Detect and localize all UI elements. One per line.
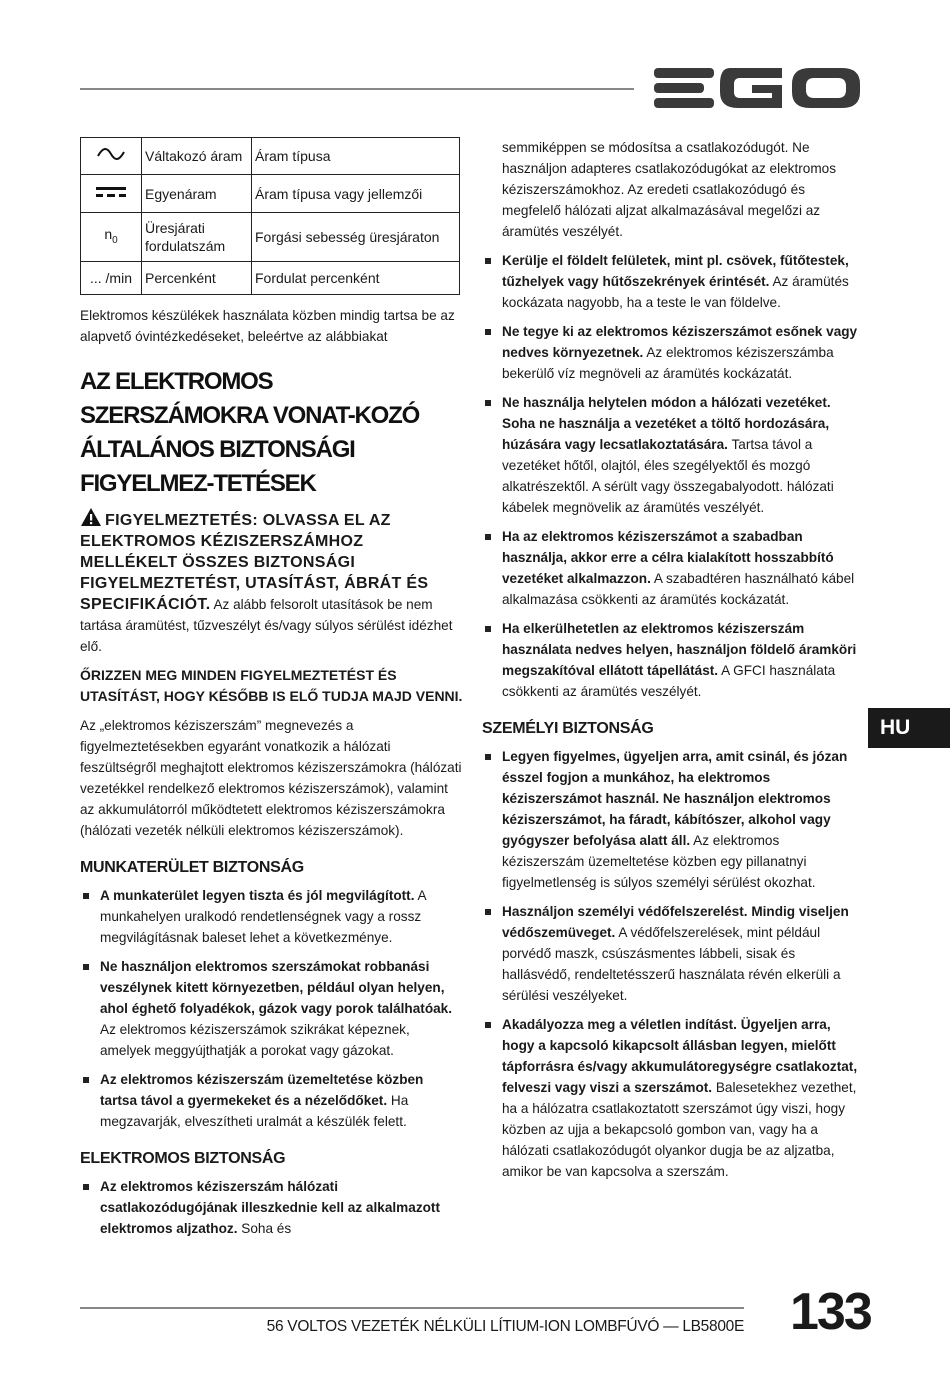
warning-triangle-icon bbox=[80, 507, 102, 527]
list-item: Kerülje el földelt felületek, mint pl. csövek, fűtőtestek, tűzhelyek vagy hűtőszekrények érintését. Az áramütés kockázata nagyobb, ha a teste le van földelve. bbox=[482, 250, 864, 313]
symbol-desc: Áram típusa vagy jellemzői bbox=[252, 175, 460, 213]
warning-text: Az alább felsorolt utasítások be nem tartása áramütést, tűzveszélyt és/vagy súlyos sérülést idézhet elő. bbox=[80, 597, 453, 654]
list-item: Ne tegye ki az elektromos kéziszerszámot esőnek vagy nedves környezetnek. Az elektromos kéziszerszámba bekerülő víz megnöveli az áramütés kockázatát. bbox=[482, 321, 864, 384]
keep-notice: ŐRIZZEN MEG MINDEN FIGYELMEZTETÉST ÉS UTASÍTÁST, HOGY KÉSŐBB IS ELŐ TUDJA MAJD VENNI. bbox=[80, 667, 463, 704]
list-item: Az elektromos kéziszerszám hálózati csatlakozódugójának illeszkednie kell az alkalmazott elektromos aljzathoz. Soha és bbox=[80, 1176, 464, 1239]
electrical-heading: ELEKTROMOS BIZTONSÁG bbox=[80, 1150, 286, 1167]
definition-text: Az „elektromos kéziszerszám” megnevezés a figyelmeztetésekben egyaránt vonatkozik a hálózati feszültségről meghajtott elektromos kéziszerszámokra (hálózati vezetékkel rendelkező elektromos kéziszerszámok), valamint az akkumulátorról működtetett elektromos kéziszerszámokra (hálózati vezeték nélküli elektromos kéziszerszámok). bbox=[80, 718, 462, 838]
dc-current-icon bbox=[81, 175, 142, 213]
work-area-list bbox=[80, 885, 464, 1132]
ac-wave-icon bbox=[81, 138, 142, 175]
symbol-term: Egyenáram bbox=[142, 175, 252, 213]
table-row bbox=[81, 213, 460, 262]
ego-logo bbox=[652, 62, 862, 114]
right-column bbox=[482, 137, 864, 1190]
warning-bold: FIGYELMEZTETÉS: OLVASSA EL AZ ELEKTROMOS KÉZISZERSZÁMHOZ MELLÉKELT ÖSSZES BIZTONSÁGI FIGYELMEZTETÉST, UTASÍTÁST, ÁBRÁT ÉS SPECIFIKÁCIÓT. bbox=[80, 512, 429, 613]
list-item: A munkaterület legyen tiszta és jól megvilágított. A munkahelyen uralkodó rendetlenségnek vagy a rossz megvilágításnak baleset lehet a következménye. bbox=[80, 885, 464, 948]
list-item: Ha az elektromos kéziszerszámot a szabadban használja, akkor erre a célra kialakított hosszabbító vezetéket alkalmazzon. A szabadtéren használható kábel alkalmazása csökkenti az áramütés kockázatát. bbox=[482, 526, 864, 610]
symbol-term: Percenként bbox=[142, 262, 252, 295]
list-item: Akadályozza meg a véletlen indítást. Ügyeljen arra, hogy a kapcsoló kikapcsolt állásban legyen, mielőtt tápforrásra és/vagy akkumulátoregységre csatlakoztat, felveszi vagy viszi a szerszámot. Balesetekhez vezethet, ha a hálózatra csatlakoztatott szerszámot úgy viszi, hogy közben az ujja a bekapcsoló gombon van, vagy ha a hálózati csatlakozódugót olyankor dugja be az aljzatba, amikor be van kapcsolva a szerszám. bbox=[482, 1014, 864, 1182]
header-rule bbox=[80, 88, 634, 90]
list-item: Ne használjon elektromos szerszámokat robbanási veszélynek kitett környezetben, például olyan helyen, ahol éghető folyadékok, gázok vagy porok találhatóak. Az elektromos kéziszerszámok szikrákat képeznek, amelyek meggyújthatják a porokat vagy gázokat. bbox=[80, 956, 464, 1061]
left-column bbox=[80, 137, 464, 1247]
symbol-term: Váltakozó áram bbox=[142, 138, 252, 175]
list-item: Legyen figyelmes, ügyeljen arra, amit csinál, és józan ésszel fogjon a munkához, ha elektromos kéziszerszámot használ. Ne használjon elektromos kéziszerszámot, ha fáradt, kábítószer, alkohol vagy gyógyszer befolyása alatt áll. Az elektromos kéziszerszám üzemeltetése közben egy pillanatnyi figyelmetlenség is súlyos személyi sérülést okozhat. bbox=[482, 746, 864, 893]
personal-heading: SZEMÉLYI BIZTONSÁG bbox=[482, 720, 654, 737]
table-row bbox=[81, 138, 460, 175]
per-minute-symbol: ... /min bbox=[81, 262, 142, 295]
personal-list bbox=[482, 746, 864, 1182]
list-item: Ne használja helytelen módon a hálózati vezetéket. Soha ne használja a vezetéket a töltő hordozására, húzására vagy lecsatlakoztatására. Tartsa távol a vezetéket hőtől, olajtól, éles szegélyektől és mozgó alkatrészektől. A sérült vagy összegabalyodott. hálózati kábelek megnövelik az áramütés veszélyét. bbox=[482, 392, 864, 518]
intro-text: Elektromos készülékek használata közben mindig tartsa be az alapvető óvintézkedéseket, beleértve az alábbiakat bbox=[80, 308, 455, 344]
electrical-list-cont bbox=[482, 250, 864, 702]
no-load-symbol: $n_0$ bbox=[81, 213, 142, 262]
continued-text: semmiképpen se módosítsa a csatlakozódugót. Ne használjon adapteres csatlakozódugókat az elektromos kéziszerszámokhoz. Az eredeti csatlakozódugó és megfelelő hálózati aljzat alkalmazásával megelőzi az áramütés veszélyét. bbox=[502, 140, 837, 239]
language-tab: HU bbox=[868, 708, 950, 748]
footer-title: 56 VOLTOS VEZETÉK NÉLKÜLI LÍTIUM-ION LOMBFÚVÓ — LB5800E bbox=[266, 1318, 744, 1335]
list-item: Az elektromos kéziszerszám üzemeltetése közben tartsa távol a gyermekeket és a nézelődőket. Ha megzavarják, elveszítheti uralmát a készülék felett. bbox=[80, 1069, 464, 1132]
symbol-term: Üresjárati fordulatszám bbox=[142, 213, 252, 262]
symbol-desc: Fordulat percenként bbox=[252, 262, 460, 295]
list-item: Használjon személyi védőfelszerelést. Mindig viseljen védőszemüveget. A védőfelszerelések, mint például porvédő maszk, csúszásmentes lábbeli, sisak és hallásvédő, rendeltetésszerű használata révén elkerüli a sérülési veszélyeket. bbox=[482, 901, 864, 1006]
electrical-list bbox=[80, 1176, 464, 1239]
warning-block bbox=[80, 507, 464, 657]
symbol-table bbox=[80, 137, 460, 295]
symbol-desc: Áram típusa bbox=[252, 138, 460, 175]
main-heading: AZ ELEKTROMOS SZERSZÁMOKRA VONAT-KOZÓ ÁLTALÁNOS BIZTONSÁGI FIGYELMEZ-TETÉSEK bbox=[80, 368, 420, 497]
table-row bbox=[81, 262, 460, 295]
footer-rule bbox=[80, 1307, 744, 1309]
work-area-heading: MUNKATERÜLET BIZTONSÁG bbox=[80, 859, 304, 876]
table-row bbox=[81, 175, 460, 213]
symbol-desc: Forgási sebesség üresjáraton bbox=[252, 213, 460, 262]
list-item: Ha elkerülhetetlen az elektromos kéziszerszám használata nedves helyen, használjon földelő áramköri megszakítóval ellátott tápellátást. A GFCI használata csökkenti az áramütés veszélyét. bbox=[482, 618, 864, 702]
page-number: 133 bbox=[790, 1283, 871, 1341]
